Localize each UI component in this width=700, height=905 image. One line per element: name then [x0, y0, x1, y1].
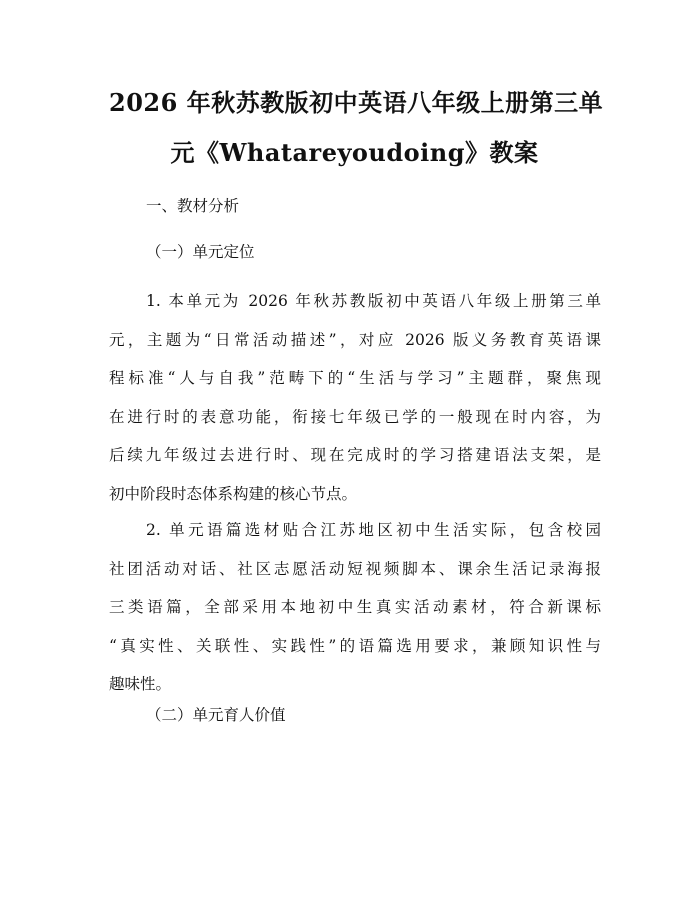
paragraph-line: 初中阶段时态体系构建的核心节点。 — [109, 484, 358, 503]
title-line-2: 元《Whatareyoudoing》教案 — [170, 138, 539, 167]
paragraph-line: 三类语篇，全部采用本地初中生真实活动素材，符合新课标 — [109, 598, 601, 616]
paragraph-line: 社团活动对话、社区志愿活动短视频脚本、课余生活记录海报 — [109, 559, 601, 578]
paragraph-line: 元，主题为“日常活动描述”，对应 2026 版义务教育英语课 — [109, 330, 601, 349]
paragraph-line: 在进行时的表意功能，衔接七年级已学的一般现在时内容，为 — [109, 407, 601, 426]
title-line-1: 2026 年秋苏教版初中英语八年级上册第三单 — [109, 88, 604, 117]
paragraph-unit-positioning-2 — [109, 511, 601, 704]
paragraph-line: 2. 单元语篇选材贴合江苏地区初中生活实际，包含校园 — [146, 521, 601, 539]
paragraph-line: 程标准“人与自我”范畴下的“生活与学习”主题群，聚焦现 — [109, 369, 601, 387]
paragraph-line: 趣味性。 — [109, 675, 172, 693]
section-heading-teaching-material-analysis: 一、教材分析 — [146, 197, 240, 215]
paragraph-line: “真实性、关联性、实践性”的语篇选用要求，兼顾知识性与 — [109, 636, 601, 655]
paragraph-line: 1. 本单元为 2026 年秋苏教版初中英语八年级上册第三单 — [146, 292, 601, 310]
paragraph-line: 后续九年级过去进行时、现在完成时的学习搭建语法支架，是 — [109, 446, 601, 464]
subsection-heading-unit-positioning: （一）单元定位 — [146, 243, 255, 261]
paragraph-unit-positioning-1 — [109, 282, 601, 513]
document-title — [109, 78, 604, 178]
subsection-heading-educational-value: （二）单元育人价值 — [146, 706, 286, 724]
